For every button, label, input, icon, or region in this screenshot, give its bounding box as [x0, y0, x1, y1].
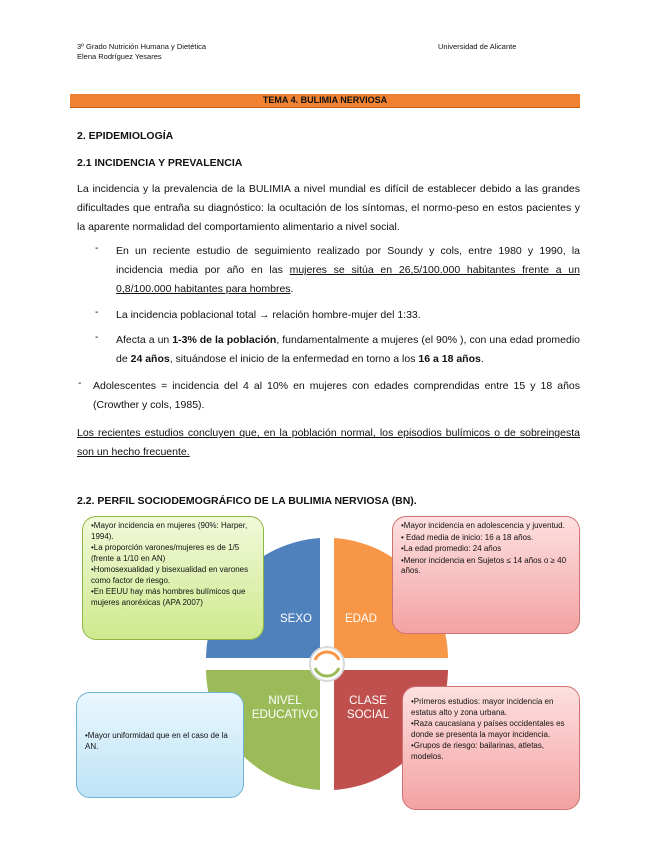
note-item: •En EEUU hay más hombres bulímicos que mujeres anoréxicas (APA 2007) — [91, 587, 246, 607]
heading-incidencia: 2.1 INCIDENCIA Y PREVALENCIA — [77, 157, 243, 169]
note-item: •Mayor uniformidad que en el caso de la AN. — [85, 731, 228, 751]
label-clase-social: CLASE SOCIAL — [346, 695, 390, 721]
label-edad: EDAD — [345, 613, 377, 625]
note-item: •Mayor incidencia en mujeres (90%: Harper, 1994). — [91, 521, 248, 541]
note-item: •Grupos de riesgo: bailarinas, atletas, modelos. — [411, 741, 545, 761]
bullet-dash: - — [95, 242, 99, 254]
note-item: •Raza caucasiana y países occidentales es donde se presenta la mayor incidencia. — [411, 719, 565, 739]
bullet-afecta: Afecta a un 1-3% de la población, fundamentalmente a mujeres (el 90% ), con una edad promedio de 24 años, situándose el inicio de la enfermedad en torno a los 16 a 18 años. — [116, 334, 580, 365]
header-university: Universidad de Alicante — [438, 42, 517, 51]
note-item: •Homosexualidad y bisexualidad en varones como factor de riesgo. — [91, 565, 249, 585]
underlined-incidence: mujeres se sitúa en 26,5/100.000 habitantes frente a un 0,8/100.000 habitantes para hombres — [116, 264, 580, 295]
note-item: •Primeros estudios: mayor incidencia en estatus alto y zona urbana. — [411, 697, 554, 717]
clase-notes — [402, 686, 580, 810]
bullet-dash: - — [95, 331, 99, 343]
bullet-dash: - — [78, 377, 82, 389]
bullet-ratio: La incidencia poblacional total → relación hombre-mujer del 1:33. — [116, 309, 421, 321]
heading-perfil: 2.2. PERFIL SOCIODEMOGRÁFICO DE LA BULIMIA NERVIOSA (BN). — [77, 495, 417, 507]
header-author: Elena Rodríguez Yesares — [77, 52, 162, 61]
bullet-dash: - — [95, 306, 99, 318]
note-item: •Menor incidencia en Sujetos ≤ 14 años o ≥ 40 años. — [401, 555, 567, 575]
bullet-adolescentes: Adolescentes = incidencia del 4 al 10% en mujeres con edades comprendidas entre 15 y 18 años (Crowther y cols, 1985). — [93, 380, 580, 411]
label-nivel-educativo: NIVEL EDUCATIVO — [251, 695, 319, 721]
note-item: •Mayor incidencia en adolescencia y juventud. — [401, 521, 565, 530]
edad-notes — [392, 516, 580, 634]
note-item: •La proporción varones/mujeres es de 1/5 (frente a 1/10 en AN) — [91, 543, 240, 563]
sociodemographic-diagram — [70, 510, 590, 820]
note-item: • Edad media de inicio: 16 a 18 años. — [401, 532, 534, 542]
header-degree: 3º Grado Nutrición Humana y Dietética — [77, 42, 207, 51]
intro-paragraph: La incidencia y la prevalencia de la BULIMIA a nivel mundial es difícil de establecer debido a las grandes dificultades que entraña su diagnóstico: la ocultación de los síntomas, el normo-peso en estos pacientes y la aparente normalidad del comportamiento alimentario a nivel social. — [77, 183, 580, 233]
label-sexo: SEXO — [280, 613, 312, 625]
note-item: •La edad promedio: 24 años — [401, 544, 502, 553]
topic-banner: TEMA 4. BULIMIA NERVIOSA — [70, 94, 580, 108]
bullet-soundy: En un reciente estudio de seguimiento realizado por Soundy y cols, entre 1980 y 1990, la incidencia media por año en las mujeres se sitúa en 26,5/100.000 habitantes frente a un 0,8/100.000 habitantes para hombres. — [116, 245, 580, 295]
heading-epidemiologia: 2. EPIDEMIOLOGÍA — [77, 130, 174, 142]
conclusion-paragraph: Los recientes estudios concluyen que, en la población normal, los episodios bulímicos o de sobreingesta son un hecho frecuente. — [77, 427, 580, 458]
header-left — [77, 42, 206, 62]
nivel-notes — [76, 692, 244, 798]
sexo-notes — [82, 516, 264, 640]
